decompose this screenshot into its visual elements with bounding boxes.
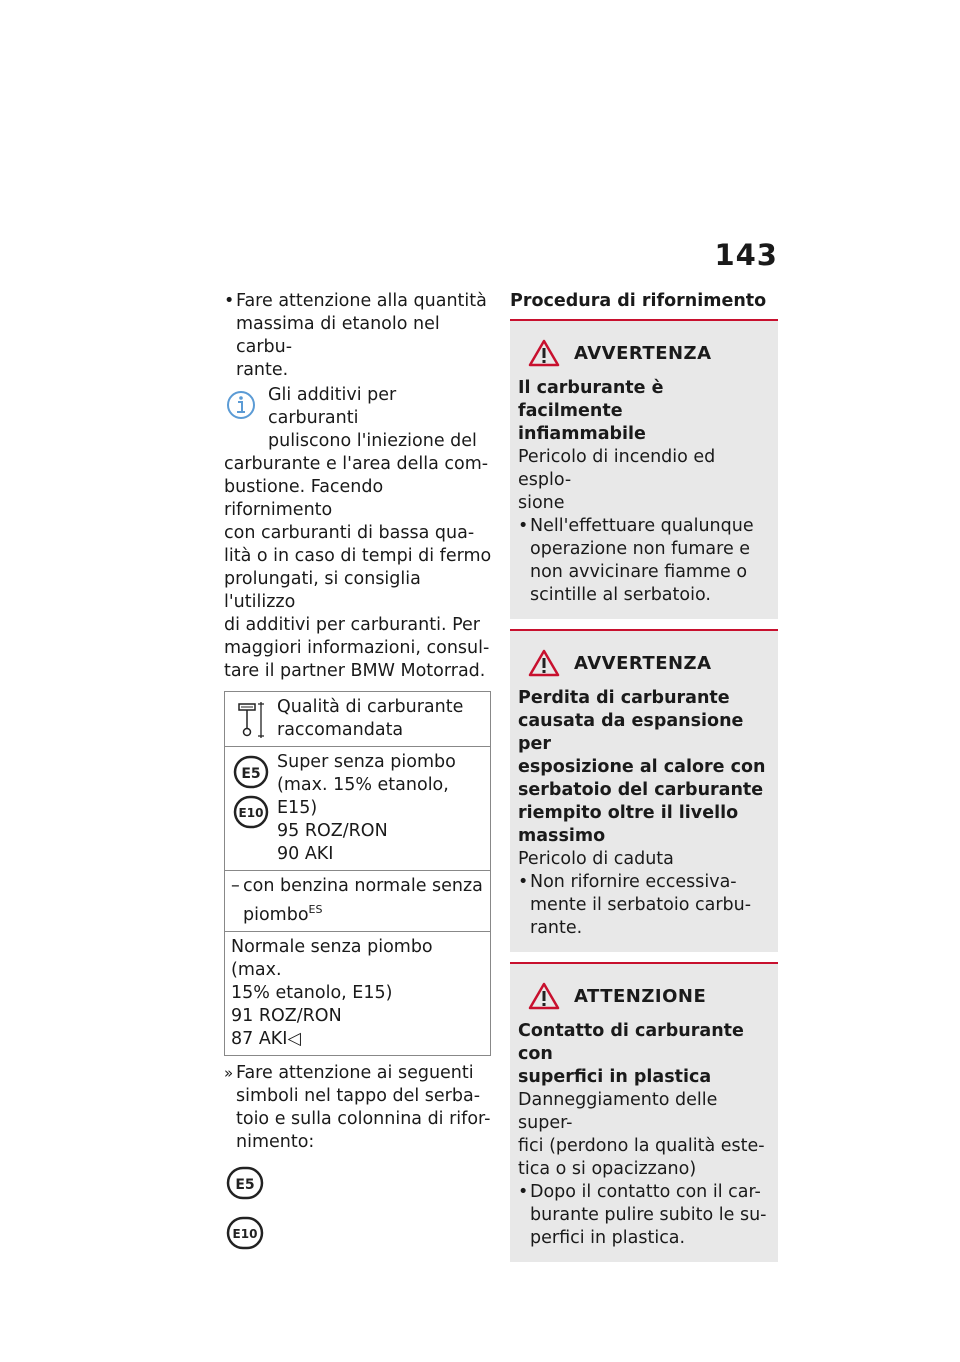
e5-symbol-text: E5 (235, 1176, 255, 1193)
warning-bullet-line: scintille al serbatoio. (530, 585, 711, 605)
e10-symbol-text: E10 (238, 806, 264, 820)
warning-hazard: Danneggiamento delle super- (518, 1090, 718, 1133)
table-cell-line: Qualità di carburante (277, 697, 464, 717)
dash-marker: – (231, 876, 240, 896)
table-cell-line: con benzina normale senza (243, 876, 483, 896)
bullet-marker: • (518, 872, 529, 892)
e5-symbol-text: E5 (241, 766, 261, 782)
table-cell (225, 931, 491, 1055)
table-cell-line: 90 AKI (277, 844, 334, 864)
warning-hazard: tica o si opacizzano) (518, 1159, 697, 1179)
table-cell-line: 91 ROZ/RON (231, 1005, 342, 1026)
warning-triangle-icon (528, 339, 560, 367)
warning-bullet-line: operazione non fumare e (530, 539, 751, 559)
e10-symbol-text: E10 (232, 1226, 258, 1241)
info-note (224, 384, 492, 683)
warning-subject: infiammabile (518, 424, 646, 444)
info-line: bustione. Facendo rifornimento (224, 477, 384, 520)
info-line: con carburanti di bassa qua- (224, 523, 475, 543)
info-icon (226, 390, 256, 420)
bullet-ethanol (224, 290, 492, 382)
warning-subject: superfici in plastica (518, 1067, 712, 1087)
warning-bullet-line: rante. (530, 918, 583, 938)
warning-subject: Il carburante è facilmente (518, 378, 664, 421)
bullet-marker: • (518, 1182, 529, 1202)
instruction-symbols (224, 1062, 492, 1154)
instruction-line: nimento: (236, 1131, 315, 1152)
warning-bullet-line: perfici in plastica. (530, 1228, 686, 1248)
warning-label: AVVERTENZA (574, 342, 712, 364)
warning-hazard: fici (perdono la qualità este- (518, 1136, 765, 1156)
table-cell-line: (max. 15% etanolo, (277, 775, 449, 795)
table-cell (225, 747, 491, 871)
warning-subject: esposizione al calore con (518, 757, 766, 777)
instruction-line: toio e sulla colonnina di rifor- (236, 1108, 491, 1129)
warning-triangle-icon (528, 649, 560, 677)
bullet-line: massima di etanolo nel carbu- (236, 314, 440, 357)
table-cell-line: Normale senza piombo (max. (231, 936, 433, 980)
table-row (225, 871, 491, 932)
table-cell-line: 87 AKI◁ (231, 1028, 301, 1049)
info-line: lità o in caso di tempi di fermo (224, 546, 492, 566)
info-line: Gli additivi per carburanti (268, 385, 397, 428)
warning-box (510, 631, 778, 952)
table-cell-line: E15) (277, 798, 318, 818)
warning-hazard: Pericolo di incendio ed esplo- (518, 447, 716, 490)
warning-hazard: sione (518, 493, 565, 513)
bullet-line: Fare attenzione alla quantità (236, 291, 487, 311)
fuel-symbols (224, 1166, 492, 1250)
info-line: carburante e l'area della com- (224, 454, 489, 474)
warning-subject: Contatto di carburante con (518, 1021, 744, 1064)
e10-symbol-icon (233, 795, 269, 829)
instruction-line: simboli nel tappo del serba- (236, 1085, 481, 1106)
info-line: prolungati, si consiglia l'utilizzo (224, 569, 421, 612)
warning-bullet-line: Dopo il contatto con il car- (530, 1182, 761, 1202)
bullet-marker: • (518, 516, 529, 536)
fuel-table (224, 691, 491, 1056)
warning-hazard: Pericolo di caduta (518, 849, 674, 869)
warning-bullet-line: mente il serbatoio carbu- (530, 895, 752, 915)
warning-bullet (518, 1181, 770, 1250)
info-line: puliscono l'iniezione del (268, 431, 477, 451)
table-row (225, 931, 491, 1055)
warning-bullet-line: non avvicinare fiamme o (530, 562, 748, 582)
warning-bullet-line: Nell'effettuare qualunque (530, 516, 754, 536)
e10-symbol-icon (226, 1216, 264, 1250)
warning-label: AVVERTENZA (574, 652, 712, 674)
table-cell-line: piombo (243, 904, 309, 925)
instruction-line: Fare attenzione ai seguenti (236, 1062, 474, 1083)
warning-bullet-line: burante pulire subito le su- (530, 1205, 767, 1225)
warning-subject: Perdita di carburante (518, 688, 730, 708)
bullet-line: rante. (236, 360, 289, 380)
info-line: di additivi per carburanti. Per (224, 615, 480, 635)
warning-subject: massimo (518, 826, 606, 846)
country-code-superscript: ES (308, 903, 323, 916)
table-cell-line: 95 ROZ/RON (277, 821, 388, 841)
left-column (224, 290, 492, 1266)
warning-subject: causata da espansione per (518, 711, 744, 754)
table-cell-line: 15% etanolo, E15) (231, 982, 393, 1003)
warning-subject: riempito oltre il livello (518, 803, 739, 823)
e5-symbol-icon (233, 755, 269, 789)
table-cell (225, 871, 491, 932)
warning-bullet-line: Non rifornire eccessiva- (530, 872, 737, 892)
fuel-pump-icon (236, 700, 266, 740)
info-line: tare il partner BMW Motorrad. (224, 661, 486, 681)
info-line: maggiori informazioni, consul- (224, 638, 490, 658)
table-cell-line: Super senza piombo (277, 752, 456, 772)
table-row (225, 747, 491, 871)
warning-box (510, 321, 778, 619)
page-number: 143 (714, 238, 778, 272)
warning-triangle-icon (528, 982, 560, 1010)
caution-label: ATTENZIONE (574, 985, 707, 1007)
table-row (225, 692, 491, 747)
bullet-marker: • (224, 291, 235, 311)
table-cell-line: raccomandata (277, 720, 404, 740)
warning-subject: serbatoio del carburante (518, 780, 764, 800)
table-cell (225, 692, 491, 747)
warning-bullet (518, 515, 770, 607)
section-title: Procedura di rifornimento (510, 291, 767, 311)
instruction-marker: » (224, 1063, 234, 1082)
right-column (510, 290, 778, 1266)
warning-bullet (518, 871, 770, 940)
e5-symbol-icon (226, 1166, 264, 1200)
caution-box (510, 964, 778, 1262)
